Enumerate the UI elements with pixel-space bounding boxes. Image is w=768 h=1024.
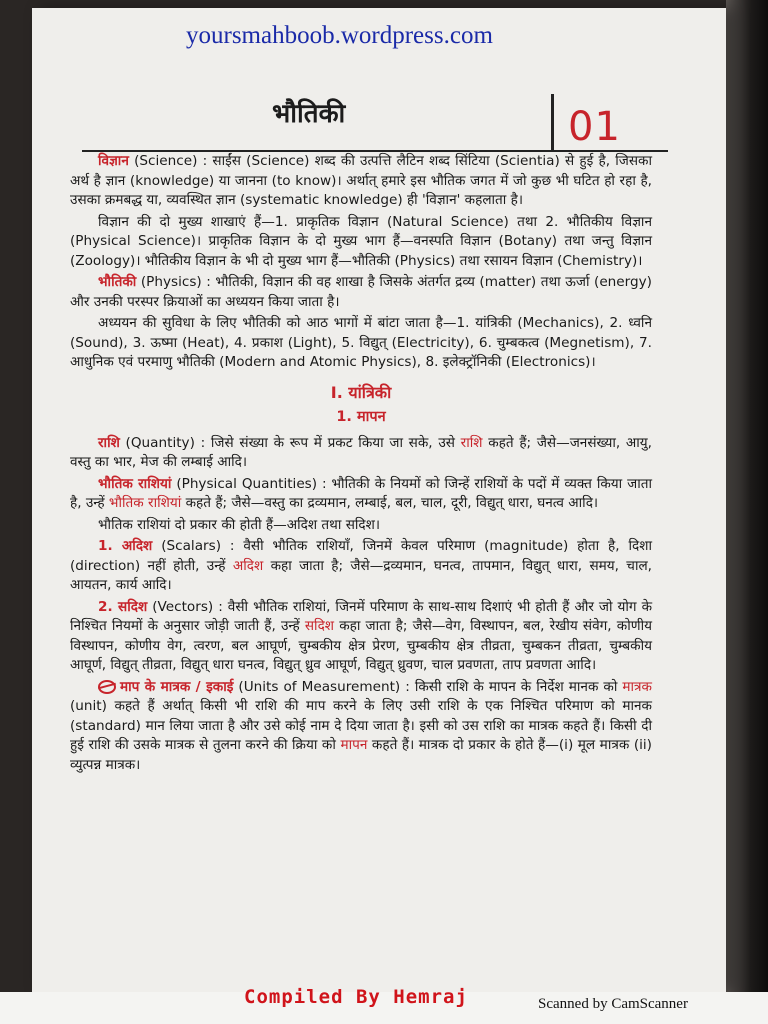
paragraph-text: (unit) कहते हैं अर्थात् किसी भी राशि की माप करने के लिए उसी राशि के एक निश्चित परिमाण को मानक (standard) मान लिया जाता है और उसे कोई नाम दे दिया जाता है। इसी को उस राशि का मात्रक कहते हैं। किसी दी हुई राशि की उसके मात्रक से तुलना करने की क्रिया को: [70, 698, 652, 753]
paragraph-text: (Physical Quantities) : भौतिकी के नियमों को जिन्हें राशियों के पदों में व्यक्त किया जाता है, उन्हें: [70, 475, 652, 511]
term-vectors: 2. सदिश: [98, 598, 148, 615]
term-inline: मात्रक: [622, 678, 652, 695]
term-inline: मापन: [340, 737, 368, 753]
paragraph-text: कहते हैं; जैसे—वस्तु का द्रव्यमान, लम्बाई, बल, चाल, दूरी, विद्युत् धारा, घनत्व आदि।: [181, 495, 599, 511]
section-heading: I. यांत्रिकी: [330, 382, 392, 402]
paragraph-branches: विज्ञान की दो मुख्य शाखाएं हैं—1. प्राकृतिक विज्ञान (Natural Science) तथा 2. भौतिकीय विज्ञान (Physical Science)। प्राकृतिक विज्ञान के दो मुख्य भाग हैं—वनस्पति विज्ञान (Botany) तथा जन्तु विज्ञान (Zoology)। भौतिकीय विज्ञान के भी दो मुख्य भाग हैं—भौतिकी (Physics) तथा रसायन विज्ञान (Chemistry)।: [70, 213, 652, 269]
paragraph-physics: [70, 273, 652, 312]
term-units: माप के मात्रक / इकाई: [120, 678, 234, 695]
term-inline: अदिश: [232, 557, 264, 574]
paragraph-text: कहते हैं। मात्रक दो प्रकार के होते हैं—(i) मूल मात्रक (ii) व्युत्पन्न मात्रक।: [70, 737, 652, 773]
paragraph-text: (Quantity) : जिसे संख्या के रूप में प्रकट किया जा सके, उसे: [119, 434, 461, 451]
term-physical-quantities: भौतिक राशियां: [98, 475, 172, 492]
header-divider-vertical: [551, 94, 554, 152]
page-edge-shadow: [726, 0, 768, 1024]
term-inline: राशि: [460, 434, 483, 451]
paragraph-text: (Science) : साईंस (Science) शब्द की उत्पत्ति लैटिन शब्द सिंटिया (Scientia) से हुई है, जिसका अर्थ है ज्ञान (knowledge) या जानना (to know)। अर्थात् हमारे इस भौतिक जगत में जो कुछ भी घटित हो रहा है, उसका क्रमबद्ध या, व्यवस्थित ज्ञान (systematic knowledge) ही 'विज्ञान' कहलाता है।: [70, 153, 652, 208]
paragraph-divisions: अध्ययन की सुविधा के लिए भौतिकी को आठ भागों में बांटा जाता है—1. यांत्रिकी (Mechanics), 2. ध्वनि (Sound), 3. ऊष्मा (Heat), 4. प्रकाश (Light), 5. विद्युत् (Electricity), 6. चुम्बकत्व (Megnetism), 7. आधुनिक एवं परमाणु भौतिकी (Modern and Atomic Physics), 8. इलेक्ट्रॉनिकी (Electronics)।: [70, 315, 652, 370]
term-science: विज्ञान: [98, 153, 129, 169]
paragraph-text: कहा जाता है; जैसे—वेग, विस्थापन, बल, रेखीय संवेग, कोणीय विस्थापन, कोणीय वेग, त्वरण, बल आघूर्ण, चुम्बकीय क्षेत्र प्रेरण, चुम्बकीय क्षेत्र तीव्रता, चुम्बकन तीव्रता, चुम्बकीय आघूर्ण, विद्युत् तीव्रता, विद्युत् धारा घनत्व, विद्युत् ध्रुव आघूर्ण, विद्युत् ध्रुवण, चाल प्रवणता, ताप प्रवणता आदि।: [70, 618, 652, 673]
chapter-number: 01: [568, 104, 621, 150]
paragraph-vectors: [70, 598, 652, 676]
highlight-mark-icon: [98, 680, 116, 694]
term-inline: सदिश: [304, 618, 335, 634]
paragraph-types: भौतिक राशियां दो प्रकार की होती हैं—अदिश तथा सदिश।: [98, 516, 381, 533]
paragraph-text: (Physics) : भौतिकी, विज्ञान की वह शाखा है जिसके अंतर्गत द्रव्य (matter) तथा ऊर्जा (energy) और उनकी परस्पर क्रियाओं का अध्ययन किया जाता है।: [70, 274, 652, 310]
term-physics: भौतिकी: [98, 274, 137, 290]
sub-heading: 1. मापन: [336, 409, 386, 425]
term-scalars: 1. अदिश: [98, 538, 153, 554]
paragraph-physical-quantities: [70, 475, 652, 514]
paragraph-text: कहते हैं; जैसे—जनसंख्या, आयु, वस्तु का भार, मेज की लम्बाई आदि।: [70, 434, 652, 470]
paragraph-text: कहा जाता है; जैसे—द्रव्यमान, घनत्व, तापमान, विद्युत् धारा, समय, चाल, आयतन, कार्य आदि।: [70, 557, 652, 593]
paragraph-scalars: [70, 537, 652, 596]
body-text: [70, 152, 652, 777]
paragraph-text: (Scalars) : वैसी भौतिक राशियाँ, जिनमें केवल परिमाण (magnitude) होता है, दिशा (direction) नहीं होती, उन्हें: [70, 538, 652, 574]
paragraph-text: (Vectors) : वैसी भौतिक राशियां, जिनमें परिमाण के साथ-साथ दिशाएं भी होती हैं और जो योग के निश्चित नियमों के अनुसार जोड़ी जाती हैं, उन्हें: [70, 598, 653, 634]
footer-compiled-by: Compiled By Hemraj: [244, 986, 468, 1008]
term-quantity: राशि: [98, 434, 120, 451]
paragraph-quantity: [70, 434, 652, 473]
term-inline: भौतिक राशियां: [108, 495, 182, 511]
footer-scanner-watermark: Scanned by CamScanner: [538, 996, 688, 1012]
paragraph-text: (Units of Measurement) : किसी राशि के मापन के निर्देश मानक को: [233, 678, 623, 695]
chapter-title: भौतिकी: [272, 99, 346, 129]
website-header: yoursmahboob.wordpress.com: [186, 22, 493, 49]
paragraph-science: [70, 152, 652, 211]
paragraph-units: [70, 678, 652, 776]
